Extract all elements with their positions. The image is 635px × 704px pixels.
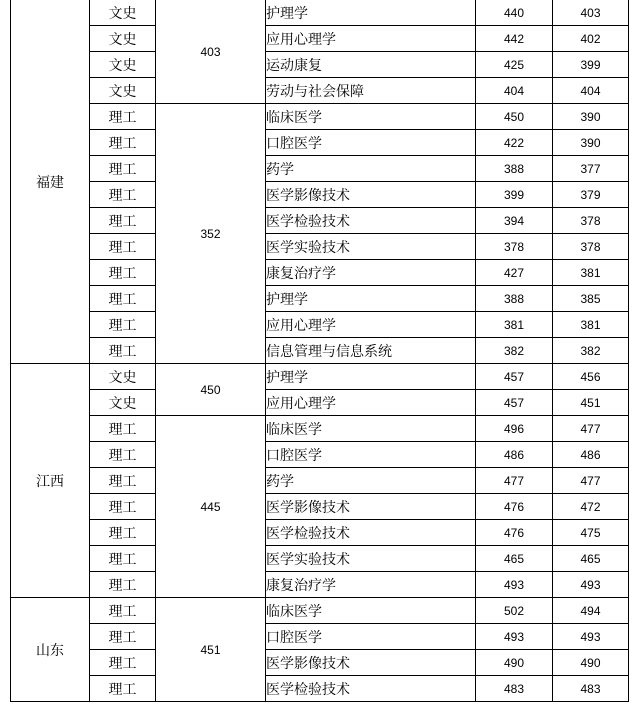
max-score-cell: 493 — [476, 624, 553, 650]
major-cell: 应用心理学 — [266, 390, 476, 416]
max-score-cell: 450 — [476, 104, 553, 130]
category-cell: 理工 — [90, 598, 156, 624]
major-cell: 医学影像技术 — [266, 650, 476, 676]
table-row — [11, 0, 629, 26]
major-cell: 医学实验技术 — [266, 234, 476, 260]
category-cell: 文史 — [90, 364, 156, 390]
max-score-cell: 378 — [476, 234, 553, 260]
max-score-cell: 381 — [476, 312, 553, 338]
category-cell: 文史 — [90, 390, 156, 416]
category-cell: 理工 — [90, 416, 156, 442]
min-score-cell: 483 — [553, 676, 629, 702]
major-cell: 临床医学 — [266, 598, 476, 624]
major-cell: 运动康复 — [266, 52, 476, 78]
min-score-cell: 377 — [553, 156, 629, 182]
category-cell: 理工 — [90, 156, 156, 182]
min-score-cell: 382 — [553, 338, 629, 364]
max-score-cell: 394 — [476, 208, 553, 234]
table-row — [11, 546, 629, 572]
max-score-cell: 476 — [476, 494, 553, 520]
max-score-cell: 440 — [476, 0, 553, 26]
table-row — [11, 130, 629, 156]
category-cell: 理工 — [90, 650, 156, 676]
major-cell: 康复治疗学 — [266, 260, 476, 286]
min-score-cell: 385 — [553, 286, 629, 312]
table-row — [11, 364, 629, 390]
table-body — [11, 0, 629, 702]
control-line-cell: 445 — [156, 416, 266, 598]
min-score-cell: 456 — [553, 364, 629, 390]
category-cell: 理工 — [90, 286, 156, 312]
min-score-cell: 379 — [553, 182, 629, 208]
min-score-cell: 378 — [553, 234, 629, 260]
major-cell: 护理学 — [266, 364, 476, 390]
admission-scores-table — [10, 0, 629, 702]
table-row — [11, 182, 629, 208]
table-row — [11, 416, 629, 442]
province-cell: 福建 — [11, 0, 90, 364]
major-cell: 药学 — [266, 156, 476, 182]
table-row — [11, 234, 629, 260]
max-score-cell: 422 — [476, 130, 553, 156]
max-score-cell: 399 — [476, 182, 553, 208]
major-cell: 信息管理与信息系统 — [266, 338, 476, 364]
max-score-cell: 425 — [476, 52, 553, 78]
min-score-cell: 493 — [553, 572, 629, 598]
min-score-cell: 475 — [553, 520, 629, 546]
category-cell: 理工 — [90, 572, 156, 598]
category-cell: 理工 — [90, 494, 156, 520]
min-score-cell: 378 — [553, 208, 629, 234]
min-score-cell: 477 — [553, 468, 629, 494]
table-row — [11, 338, 629, 364]
major-cell: 临床医学 — [266, 416, 476, 442]
max-score-cell: 486 — [476, 442, 553, 468]
category-cell: 理工 — [90, 260, 156, 286]
table-row — [11, 676, 629, 702]
category-cell: 文史 — [90, 78, 156, 104]
major-cell: 药学 — [266, 468, 476, 494]
max-score-cell: 404 — [476, 78, 553, 104]
category-cell: 理工 — [90, 624, 156, 650]
max-score-cell: 388 — [476, 156, 553, 182]
table-row — [11, 208, 629, 234]
major-cell: 口腔医学 — [266, 624, 476, 650]
max-score-cell: 493 — [476, 572, 553, 598]
max-score-cell: 476 — [476, 520, 553, 546]
category-cell: 文史 — [90, 26, 156, 52]
category-cell: 理工 — [90, 234, 156, 260]
min-score-cell: 472 — [553, 494, 629, 520]
max-score-cell: 457 — [476, 364, 553, 390]
min-score-cell: 390 — [553, 130, 629, 156]
table-row — [11, 572, 629, 598]
table-row — [11, 260, 629, 286]
max-score-cell: 457 — [476, 390, 553, 416]
min-score-cell: 381 — [553, 312, 629, 338]
min-score-cell: 493 — [553, 624, 629, 650]
category-cell: 文史 — [90, 52, 156, 78]
table-row — [11, 520, 629, 546]
max-score-cell: 477 — [476, 468, 553, 494]
max-score-cell: 483 — [476, 676, 553, 702]
max-score-cell: 490 — [476, 650, 553, 676]
min-score-cell: 465 — [553, 546, 629, 572]
table-row — [11, 312, 629, 338]
major-cell: 护理学 — [266, 286, 476, 312]
category-cell: 理工 — [90, 546, 156, 572]
max-score-cell: 496 — [476, 416, 553, 442]
category-cell: 理工 — [90, 208, 156, 234]
category-cell: 理工 — [90, 130, 156, 156]
major-cell: 应用心理学 — [266, 26, 476, 52]
category-cell: 理工 — [90, 676, 156, 702]
table-row — [11, 52, 629, 78]
table-row — [11, 650, 629, 676]
min-score-cell: 399 — [553, 52, 629, 78]
category-cell: 理工 — [90, 520, 156, 546]
major-cell: 劳动与社会保障 — [266, 78, 476, 104]
min-score-cell: 403 — [553, 0, 629, 26]
min-score-cell: 486 — [553, 442, 629, 468]
table-row — [11, 442, 629, 468]
min-score-cell: 451 — [553, 390, 629, 416]
major-cell: 医学检验技术 — [266, 520, 476, 546]
category-cell: 理工 — [90, 104, 156, 130]
table-row — [11, 26, 629, 52]
major-cell: 护理学 — [266, 0, 476, 26]
max-score-cell: 427 — [476, 260, 553, 286]
table-row — [11, 156, 629, 182]
category-cell: 文史 — [90, 0, 156, 26]
major-cell: 医学检验技术 — [266, 676, 476, 702]
major-cell: 应用心理学 — [266, 312, 476, 338]
min-score-cell: 390 — [553, 104, 629, 130]
table-row — [11, 78, 629, 104]
table-row — [11, 104, 629, 130]
table-row — [11, 494, 629, 520]
table-row — [11, 390, 629, 416]
min-score-cell: 477 — [553, 416, 629, 442]
table-row — [11, 624, 629, 650]
category-cell: 理工 — [90, 468, 156, 494]
table-row — [11, 598, 629, 624]
min-score-cell: 404 — [553, 78, 629, 104]
table-row — [11, 468, 629, 494]
major-cell: 医学影像技术 — [266, 494, 476, 520]
province-cell: 江西 — [11, 364, 90, 598]
major-cell: 临床医学 — [266, 104, 476, 130]
control-line-cell: 352 — [156, 104, 266, 364]
major-cell: 康复治疗学 — [266, 572, 476, 598]
table-row — [11, 286, 629, 312]
control-line-cell: 450 — [156, 364, 266, 416]
control-line-cell: 451 — [156, 598, 266, 702]
category-cell: 理工 — [90, 442, 156, 468]
major-cell: 医学实验技术 — [266, 546, 476, 572]
major-cell: 医学影像技术 — [266, 182, 476, 208]
category-cell: 理工 — [90, 182, 156, 208]
max-score-cell: 388 — [476, 286, 553, 312]
max-score-cell: 442 — [476, 26, 553, 52]
max-score-cell: 465 — [476, 546, 553, 572]
category-cell: 理工 — [90, 338, 156, 364]
category-cell: 理工 — [90, 312, 156, 338]
min-score-cell: 381 — [553, 260, 629, 286]
major-cell: 口腔医学 — [266, 442, 476, 468]
min-score-cell: 402 — [553, 26, 629, 52]
min-score-cell: 490 — [553, 650, 629, 676]
control-line-cell: 403 — [156, 0, 266, 104]
major-cell: 口腔医学 — [266, 130, 476, 156]
major-cell: 医学检验技术 — [266, 208, 476, 234]
province-cell: 山东 — [11, 598, 90, 702]
max-score-cell: 502 — [476, 598, 553, 624]
min-score-cell: 494 — [553, 598, 629, 624]
max-score-cell: 382 — [476, 338, 553, 364]
